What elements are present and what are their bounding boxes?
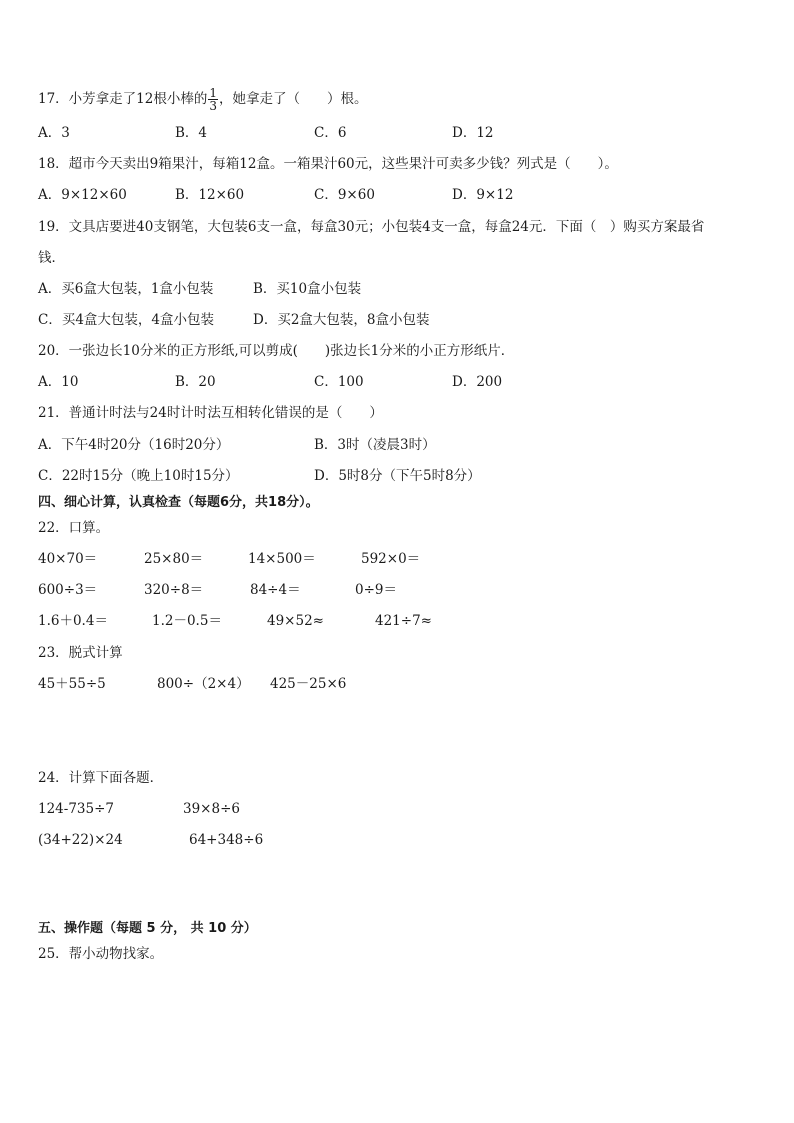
question-21: 21．普通计时法与24时计时法互相转化错误的是（ ） bbox=[38, 405, 383, 421]
fraction-numerator: 1 bbox=[209, 86, 217, 100]
mental-calc-item: 600÷3＝ bbox=[38, 582, 98, 598]
question-20: 20．一张边长10分米的正方形纸,可以剪成( )张边长1分米的小正方形纸片． bbox=[38, 343, 515, 359]
question-23-title: 23．脱式计算 bbox=[38, 645, 123, 661]
mental-calc-item: 320÷8＝ bbox=[144, 582, 204, 598]
calc-item: 64+348÷6 bbox=[189, 832, 264, 848]
question-19-line-2: 钱． bbox=[38, 250, 65, 266]
q21-option-b: B．3时（凌晨3时） bbox=[314, 437, 436, 453]
question-24-title: 24．计算下面各题． bbox=[38, 770, 164, 786]
question-18: 18．超市今天卖出9箱果汁，每箱12盒。一箱果汁60元，这些果汁可卖多少钱？列式是（ ）。 bbox=[38, 156, 618, 172]
calc-item: (34+22)×24 bbox=[38, 832, 123, 848]
q18-option-d: D．9×12 bbox=[452, 187, 514, 203]
section-4-heading: 四、细心计算，认真检查（每题6分，共18分）。 bbox=[38, 495, 319, 510]
q20-option-d: D．200 bbox=[452, 374, 503, 390]
q18-option-a: A．9×12×60 bbox=[38, 187, 127, 203]
q20-option-b: B．20 bbox=[175, 374, 216, 390]
question-19-line-1: 19．文具店要进40支钢笔，大包装6支一盒，每盒30元；小包装4支一盒，每盒24元．下面（ ）购买方案最省 bbox=[38, 219, 705, 235]
q20-option-c: C．100 bbox=[314, 374, 364, 390]
mental-calc-item: 25×80＝ bbox=[144, 551, 204, 567]
q21-option-c: C．22时15分（晚上10时15分） bbox=[38, 468, 239, 484]
calc-item: 39×8÷6 bbox=[183, 801, 240, 817]
section-5-heading: 五、操作题（每题 5 分， 共 10 分） bbox=[38, 921, 257, 936]
q21-option-a: A．下午4时20分（16时20分） bbox=[38, 437, 230, 453]
mental-calc-item: 84÷4＝ bbox=[250, 582, 301, 598]
question-25-title: 25．帮小动物找家。 bbox=[38, 946, 164, 962]
q19-option-a: A．买6盒大包装，1盒小包装 bbox=[38, 281, 214, 297]
calc-item: 124-735÷7 bbox=[38, 801, 114, 817]
question-17 bbox=[38, 87, 368, 112]
q17-option-c: C．6 bbox=[314, 125, 347, 141]
q19-option-d: D．买2盒大包装，8盒小包装 bbox=[253, 312, 430, 328]
mental-calc-item: 14×500＝ bbox=[248, 551, 316, 567]
mental-calc-item: 421÷7≈ bbox=[375, 613, 432, 629]
mental-calc-item: 592×0＝ bbox=[361, 551, 421, 567]
q21-option-d: D．5时8分（下午5时8分） bbox=[314, 468, 481, 484]
mental-calc-item: 49×52≈ bbox=[267, 613, 324, 629]
q19-option-c: C．买4盒大包装，4盒小包装 bbox=[38, 312, 215, 328]
fraction-denominator: 3 bbox=[209, 99, 217, 113]
mental-calc-item: 0÷9＝ bbox=[355, 582, 397, 598]
q17-option-d: D．12 bbox=[452, 125, 494, 141]
q17-option-a: A．3 bbox=[38, 125, 70, 141]
mental-calc-item: 1.2－0.5＝ bbox=[152, 613, 222, 629]
q18-option-c: C．9×60 bbox=[314, 187, 375, 203]
q20-option-a: A．10 bbox=[38, 374, 79, 390]
step-calc-item: 425－25×6 bbox=[270, 676, 347, 692]
mental-calc-item: 1.6＋0.4＝ bbox=[38, 613, 108, 629]
question-17-text-before: 17．小芳拿走了12根小棒的 bbox=[38, 91, 208, 107]
q18-option-b: B．12×60 bbox=[175, 187, 245, 203]
fraction-one-third bbox=[208, 87, 218, 112]
question-22-title: 22．口算。 bbox=[38, 520, 110, 536]
mental-calc-item: 40×70＝ bbox=[38, 551, 98, 567]
question-17-text-after: ，她拿走了（ ）根。 bbox=[219, 91, 368, 107]
q17-option-b: B．4 bbox=[175, 125, 208, 141]
step-calc-item: 45＋55÷5 bbox=[38, 676, 106, 692]
q19-option-b: B．买10盒小包装 bbox=[253, 281, 362, 297]
step-calc-item: 800÷（2×4） bbox=[157, 676, 250, 692]
